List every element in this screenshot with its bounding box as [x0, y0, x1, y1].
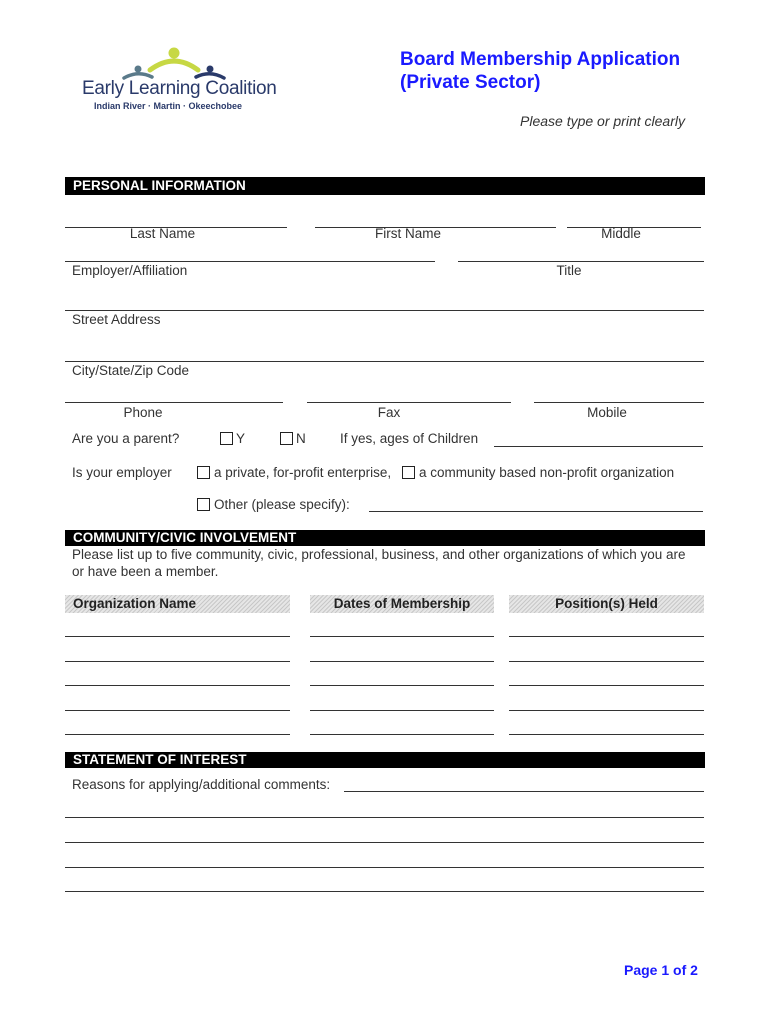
logo-name: Early Learning Coalition	[82, 78, 277, 99]
position-row-4[interactable]	[509, 710, 704, 711]
position-row-1[interactable]	[509, 636, 704, 637]
statement-line-2[interactable]	[65, 817, 704, 818]
organization-row-4[interactable]	[65, 710, 290, 711]
employer-label: Employer/Affiliation	[72, 263, 188, 278]
column-header-positions: Position(s) Held	[509, 595, 704, 613]
form-subtitle: (Private Sector)	[400, 72, 541, 93]
position-row-3[interactable]	[509, 685, 704, 686]
fax-label: Fax	[377, 405, 401, 420]
street-address-field[interactable]	[65, 310, 704, 311]
fax-field[interactable]	[307, 402, 511, 403]
section-heading-personal: PERSONAL INFORMATION	[65, 177, 705, 195]
community-instructions: Please list up to five community, civic, professional, business, and other organizations of which you are or have been a member.	[72, 547, 686, 579]
logo-subtitle: Indian River · Martin · Okeechobee	[94, 101, 243, 111]
section-heading-community: COMMUNITY/CIVIC INVOLVEMENT	[65, 530, 705, 546]
dates-row-3[interactable]	[310, 685, 494, 686]
logo	[80, 44, 280, 114]
organization-row-1[interactable]	[65, 636, 290, 637]
position-row-2[interactable]	[509, 661, 704, 662]
parent-question: Are you a parent?	[72, 431, 180, 446]
position-row-5[interactable]	[509, 734, 704, 735]
children-ages-field[interactable]	[494, 446, 703, 447]
children-ages-label: If yes, ages of Children	[340, 431, 479, 446]
title-label: Title	[556, 263, 582, 278]
other-employer-label: Other (please specify):	[214, 497, 350, 512]
private-enterprise-label: a private, for-profit enterprise,	[214, 465, 392, 480]
section-heading-statement: STATEMENT OF INTEREST	[65, 752, 705, 768]
employer-type-question: Is your employer	[72, 465, 172, 480]
organization-row-5[interactable]	[65, 734, 290, 735]
column-header-dates: Dates of Membership	[310, 595, 494, 613]
dates-row-2[interactable]	[310, 661, 494, 662]
statement-line-1[interactable]	[344, 791, 704, 792]
private-enterprise-checkbox[interactable]	[197, 466, 210, 479]
statement-line-3[interactable]	[65, 842, 704, 843]
first-name-label: First Name	[374, 226, 441, 241]
city-state-zip-label: City/State/Zip Code	[72, 363, 190, 378]
other-employer-field[interactable]	[369, 511, 703, 512]
last-name-label: Last Name	[129, 226, 196, 241]
parent-yes-checkbox[interactable]	[220, 432, 233, 445]
statement-line-5[interactable]	[65, 891, 704, 892]
instruction-text: Please type or print clearly	[520, 113, 685, 129]
title-field[interactable]	[458, 261, 704, 262]
phone-label: Phone	[123, 405, 163, 420]
employer-field[interactable]	[65, 261, 435, 262]
statement-prompt: Reasons for applying/additional comments:	[72, 777, 331, 792]
other-employer-checkbox[interactable]	[197, 498, 210, 511]
statement-line-4[interactable]	[65, 867, 704, 868]
organization-row-2[interactable]	[65, 661, 290, 662]
organization-row-3[interactable]	[65, 685, 290, 686]
nonprofit-label: a community based non-profit organization	[419, 465, 675, 480]
city-state-zip-field[interactable]	[65, 361, 704, 362]
column-header-organization: Organization Name	[65, 595, 290, 613]
dates-row-5[interactable]	[310, 734, 494, 735]
parent-no-checkbox[interactable]	[280, 432, 293, 445]
street-address-label: Street Address	[72, 312, 161, 327]
parent-no-label: N	[296, 431, 306, 446]
mobile-field[interactable]	[534, 402, 704, 403]
dates-row-4[interactable]	[310, 710, 494, 711]
page-number: Page 1 of 2	[624, 962, 698, 978]
form-title: Board Membership Application	[400, 49, 681, 70]
parent-yes-label: Y	[236, 431, 246, 446]
phone-field[interactable]	[65, 402, 283, 403]
nonprofit-checkbox[interactable]	[402, 466, 415, 479]
dates-row-1[interactable]	[310, 636, 494, 637]
middle-name-label: Middle	[601, 226, 641, 241]
mobile-label: Mobile	[587, 405, 627, 420]
